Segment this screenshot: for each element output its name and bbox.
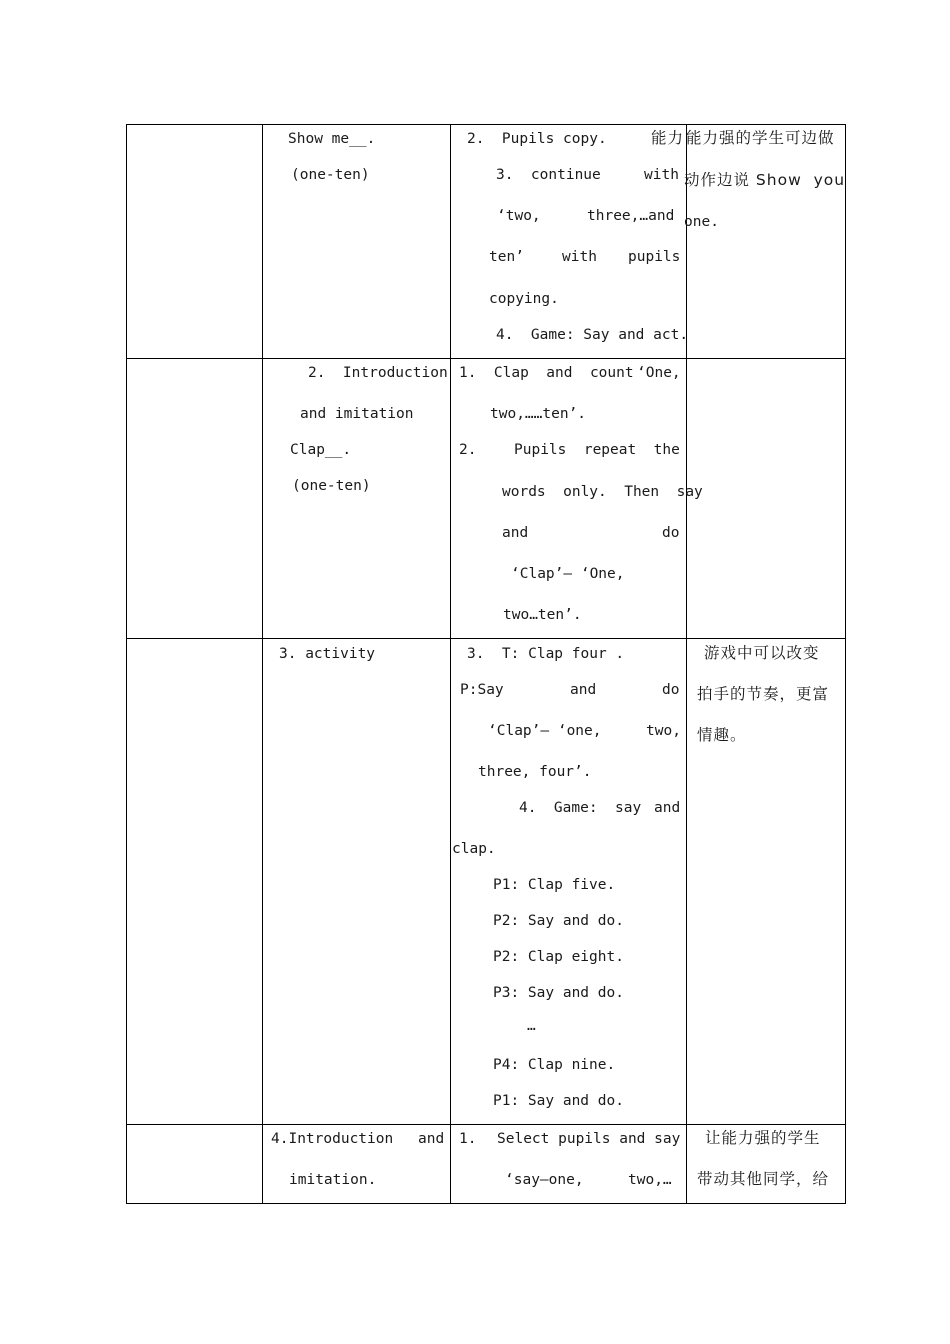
cell-text: three, four’. [478,764,592,780]
cell-text: two, [646,723,681,739]
cell-text: and imitation [300,406,414,422]
column-divider [450,124,451,1204]
cell-text: and [502,525,529,541]
cell-text: three,…and [587,208,675,224]
cell-text: two,……ten’. [490,406,587,422]
cell-text: 4.Introduction [271,1131,394,1147]
cell-text: P3: Say and do. [493,985,624,1001]
cell-text: pupils [628,249,681,265]
cell-text: 拍手的节奏，更富 [697,685,830,703]
row-divider [126,358,846,359]
cell-text: 4. Game: Say and act. [496,327,689,343]
table-border-top [126,124,846,125]
cell-text: with [562,249,597,265]
cell-text: 3. continue [496,167,601,183]
row-divider [126,1124,846,1125]
cell-text: P4: Clap nine. [493,1057,616,1073]
cell-text: Clap__. [290,442,352,458]
cell-text: ‘One, [637,365,681,381]
cell-text: imitation. [289,1172,377,1188]
cell-text: 让能力强的学生 [705,1129,821,1147]
cell-text: 3. activity [279,646,376,662]
cell-text: P:Say [460,682,504,698]
cell-text: 动作边说 Show you [684,171,846,189]
row-divider [126,638,846,639]
cell-text: 3. T: Clap four . [467,646,625,662]
cell-text: and [418,1131,445,1147]
cell-text: do [662,682,680,698]
cell-text: (one-ten) [292,478,371,494]
cell-text: one. [684,214,719,230]
cell-text: P1: Say and do. [493,1093,624,1109]
cell-text: 4. Game: say [519,800,642,816]
column-divider [845,124,846,1204]
cell-text: and [570,682,597,698]
cell-text: P2: Clap eight. [493,949,624,965]
cell-text: Select pupils and say [497,1131,681,1147]
cell-text: two,… [628,1172,672,1188]
cell-text: clap. [452,841,496,857]
cell-text: 能力强的学生可边做 [686,129,835,147]
cell-text: copying. [489,291,559,307]
cell-text: Pupils repeat the [514,442,680,458]
cell-text: Show me__. [288,131,376,147]
cell-text: 2. Introduction [308,365,448,381]
cell-text: 1. [459,1131,477,1147]
cell-text: 游戏中可以改变 [704,644,820,662]
cell-text: ‘say—one, [505,1172,584,1188]
cell-text: 1. Clap and count [459,365,634,381]
cell-text: words only. Then say [502,484,703,500]
cell-text: ‘Clap’— ‘one, [488,723,602,739]
cell-text: and [654,800,681,816]
cell-text: P1: Clap five. [493,877,616,893]
cell-text: ‘Clap’— ‘One, [511,566,625,582]
cell-text: do [662,525,680,541]
cell-text: ‘two, [497,208,541,224]
cell-text: (one-ten) [291,167,370,183]
cell-text: two…ten’. [503,607,582,623]
column-divider [262,124,263,1204]
cell-text: … [527,1018,536,1034]
cell-text: 2. [459,442,477,458]
cell-text: P2: Say and do. [493,913,624,929]
cell-text: 2. Pupils copy. [467,131,607,147]
lesson-plan-table [126,124,846,1204]
cell-text: 能力 [651,129,685,147]
table-border-bottom [126,1203,846,1204]
column-divider [126,124,127,1204]
cell-text: ten’ [489,249,524,265]
cell-text: with [644,167,679,183]
cell-text: 带动其他同学，给 [697,1170,830,1188]
cell-text: 情趣。 [697,726,747,744]
column-divider [686,124,687,1204]
